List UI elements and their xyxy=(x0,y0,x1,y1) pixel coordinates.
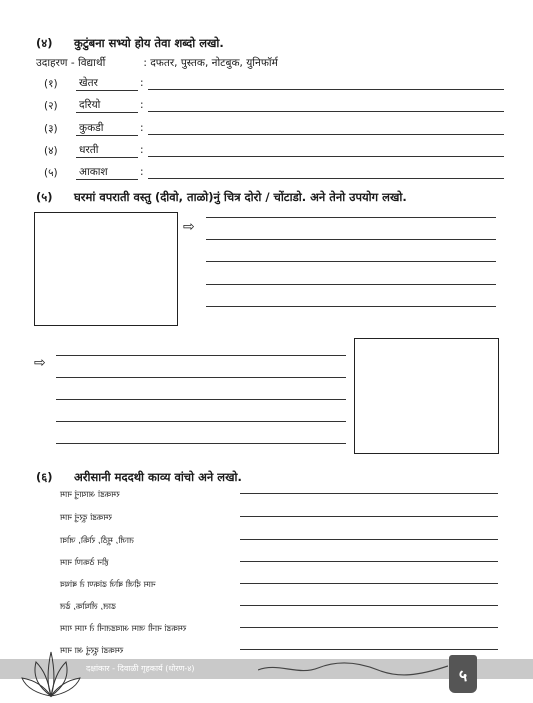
row-number: (२) xyxy=(44,100,58,112)
answer-row-5 xyxy=(44,165,504,183)
writing-line[interactable] xyxy=(206,217,496,218)
right-arrow-icon: ⇨ xyxy=(183,219,195,235)
writing-line[interactable] xyxy=(240,516,498,517)
section5-heading xyxy=(36,190,407,205)
section4-example xyxy=(36,56,278,70)
drawing-box-1[interactable] xyxy=(34,212,178,326)
row-word: दरियो xyxy=(76,98,138,113)
row-word: आकाश xyxy=(76,165,138,180)
row-colon: : xyxy=(140,99,144,111)
writing-line[interactable] xyxy=(56,421,346,422)
section6-heading xyxy=(36,470,242,485)
writing-line[interactable] xyxy=(240,605,498,606)
writing-line[interactable] xyxy=(240,627,498,628)
writing-line[interactable] xyxy=(56,377,346,378)
mirror-text-line: रमकडां दूरनुं आ नाम xyxy=(60,646,124,656)
section6-number: (६) xyxy=(36,470,53,484)
row-colon: : xyxy=(140,77,144,89)
mirror-text-line: रमकडां आयानुं नाम xyxy=(60,490,120,500)
row-number: (४) xyxy=(44,145,58,157)
decorative-wave xyxy=(258,660,448,678)
row-word: धरती xyxy=(76,143,138,158)
answer-line[interactable] xyxy=(148,89,504,90)
row-number: (५) xyxy=(44,167,58,179)
writing-line[interactable] xyxy=(240,561,498,562)
drawing-box-2[interactable] xyxy=(354,338,499,454)
flower-sketch-icon xyxy=(20,648,82,700)
answer-line[interactable] xyxy=(148,111,504,112)
writing-line[interactable] xyxy=(206,261,496,262)
writing-line[interactable] xyxy=(240,539,498,540)
row-colon: : xyxy=(140,166,144,178)
row-word: खेतर xyxy=(76,76,138,91)
writing-line[interactable] xyxy=(206,239,496,240)
footer-text: दक्षांकार - दिवाळी गृहकार्य (धोरण-४) xyxy=(86,664,195,673)
row-colon: : xyxy=(140,122,144,134)
answer-line[interactable] xyxy=(148,134,504,135)
mirror-text-line: ढाल, लीघोक, ढेल xyxy=(60,602,116,612)
example-text: : दफतर, पुस्तक, नोटबुक, युनिफॉर्म xyxy=(143,57,278,69)
row-number: (३) xyxy=(44,123,58,135)
answer-row-3 xyxy=(44,121,504,139)
mirror-text-line: रमकडां नानी जाम आवडतानी ते गाम गाम xyxy=(60,624,187,634)
row-word: कुकडी xyxy=(76,121,138,136)
answer-row-2 xyxy=(44,98,504,116)
mirror-text-line: रमकडां दूरनुं नाम xyxy=(60,513,112,523)
writing-line[interactable] xyxy=(206,284,496,285)
row-colon: : xyxy=(140,144,144,156)
section5-number: (५) xyxy=(36,190,53,204)
answer-row-1 xyxy=(44,76,504,94)
section5-title: घरमां वपराती वस्तु (दीवो, ताळो)नुं चित्र दोरो / चोंटाडो. अने तेनो उपयोग लखो. xyxy=(74,190,407,204)
writing-line[interactable] xyxy=(240,493,498,494)
page-number: ५ xyxy=(458,666,468,685)
mirror-text-line: ताजी, मूठी, रोकी, जोवा xyxy=(60,536,134,546)
writing-line[interactable] xyxy=(240,583,498,584)
mirror-text-line: नाम दीजी बोजे ढांकण ते बांधव xyxy=(60,580,156,590)
section4-heading xyxy=(36,36,224,51)
example-label: उदाहरण - विद्यार्थी xyxy=(36,57,106,69)
answer-line[interactable] xyxy=(148,156,504,157)
writing-line[interactable] xyxy=(56,399,346,400)
section4-number: (४) xyxy=(36,36,53,50)
writing-line[interactable] xyxy=(206,306,496,307)
writing-line[interactable] xyxy=(56,443,346,444)
section6-title: अरीसानी मददथी काव्य वांचो अने लखो. xyxy=(74,470,242,484)
right-arrow-icon: ⇨ xyxy=(34,355,46,371)
answer-row-4 xyxy=(44,143,504,161)
row-number: (१) xyxy=(44,78,58,90)
answer-line[interactable] xyxy=(148,178,504,179)
writing-line[interactable] xyxy=(240,649,498,650)
writing-line[interactable] xyxy=(56,355,346,356)
section4-title: कुटुंबना सभ्यो होय तेवा शब्दो लखो. xyxy=(74,36,224,50)
mirror-text-line: हीन ठेकाणे नाम xyxy=(60,558,109,568)
